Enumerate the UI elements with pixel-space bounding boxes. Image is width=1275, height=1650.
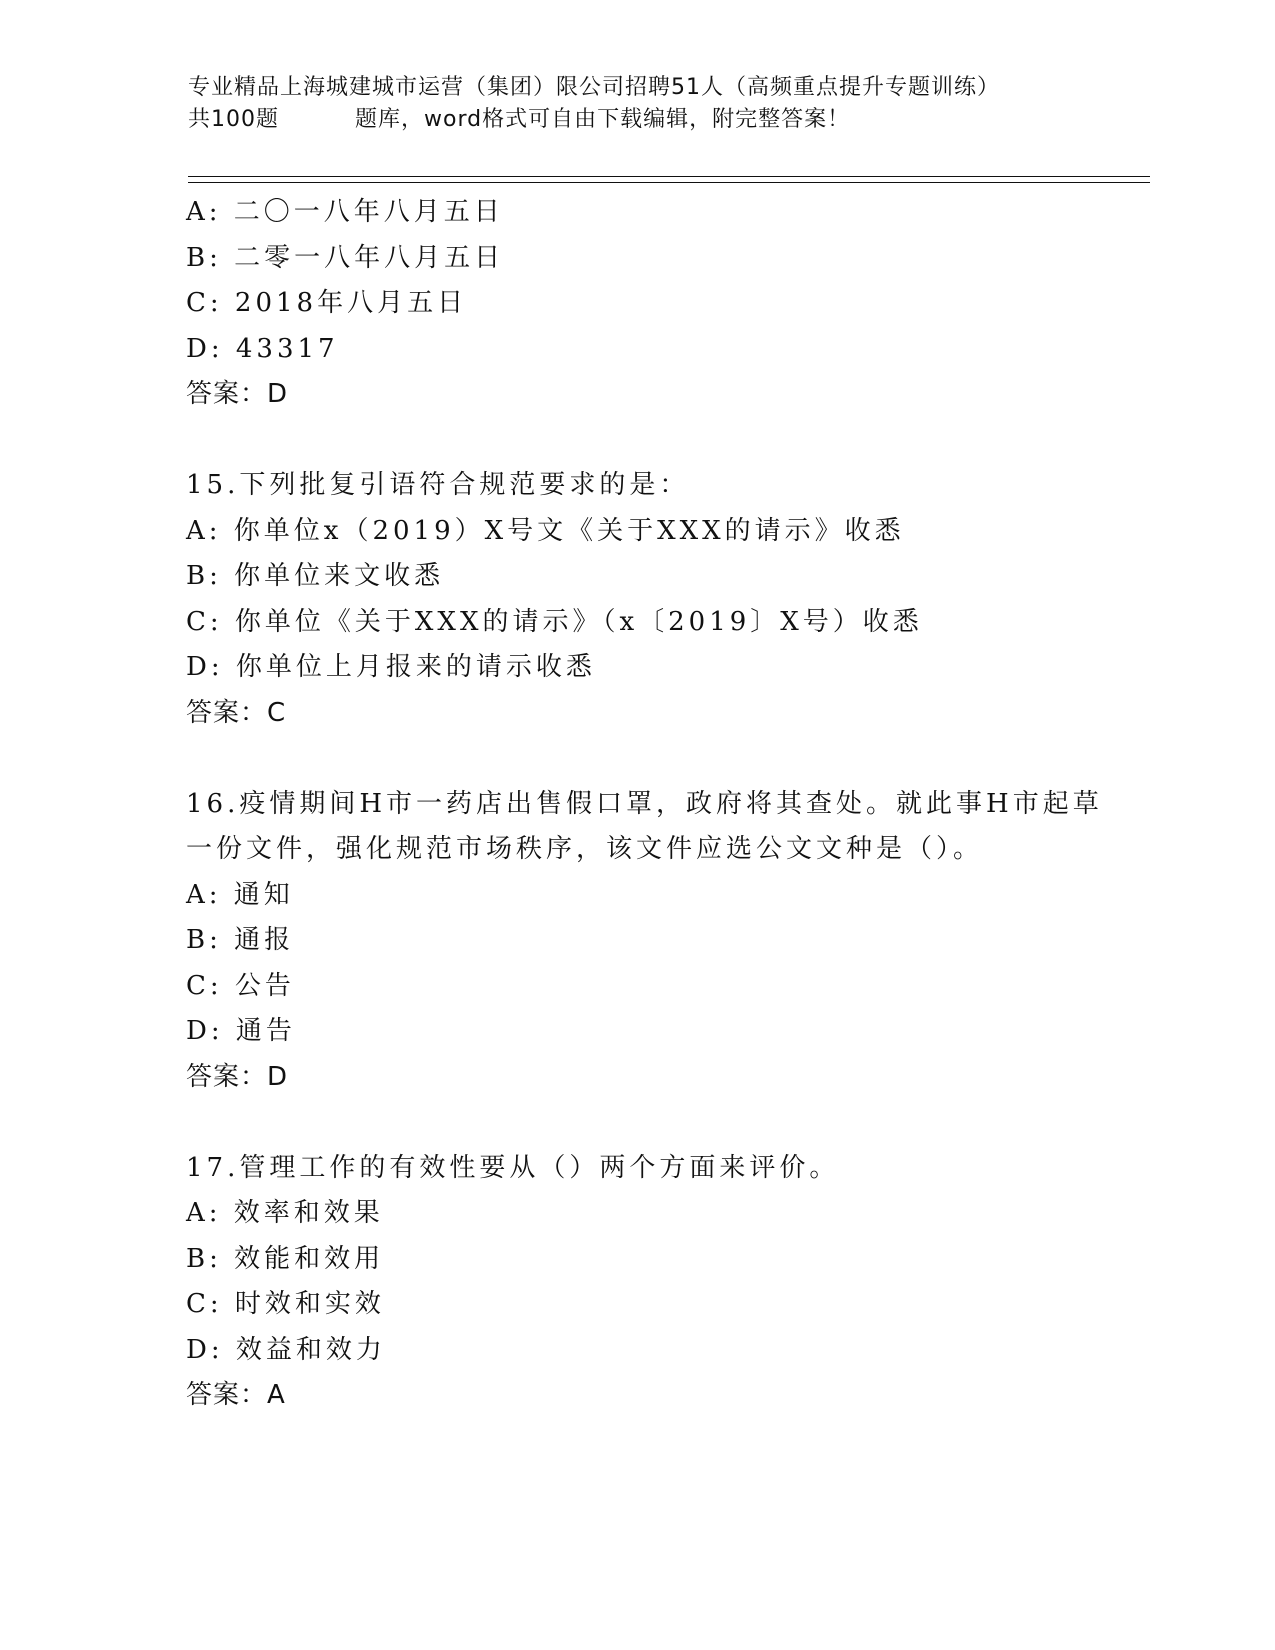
answer-line: 答案：D [186, 379, 289, 409]
question-block [186, 463, 1086, 736]
option-d: D: 你单位上月报来的请示收悉 [186, 652, 596, 682]
question-block [186, 1146, 1086, 1419]
option-a: A: 效率和效果 [186, 1198, 384, 1228]
option-d: D: 通告 [186, 1016, 296, 1046]
header-description: 题库，word格式可自由下载编辑，附完整答案！ [355, 107, 851, 132]
question-stem: 16.疫情期间H市一药店出售假口罩，政府将其查处。就此事H市起草 [186, 788, 1103, 819]
question-content [186, 190, 1103, 1419]
option-c: C: 公告 [186, 970, 295, 1001]
option-c: C: 时效和实效 [186, 1289, 385, 1319]
question-stem: 17.管理工作的有效性要从（）两个方面来评价。 [186, 1152, 840, 1183]
header-title-line: 专业精品上海城建城市运营（集团）限公司招聘51人（高频重点提升专题训练） [188, 75, 1000, 100]
question-block [186, 190, 1086, 418]
header-question-count: 共100题 [188, 107, 279, 132]
option-c: C: 2018年八月五日 [186, 288, 468, 318]
answer-line: 答案：C [186, 697, 287, 728]
option-b: B: 二零一八年八月五日 [186, 242, 505, 273]
document-header [188, 72, 1088, 136]
answer-line: 答案：D [186, 1061, 289, 1092]
header-divider-top [188, 176, 1150, 177]
question-block [186, 782, 1103, 1101]
header-divider-bottom [188, 182, 1150, 183]
option-b: B: 通报 [186, 925, 295, 955]
option-a: A: 你单位x（2019）X号文《关于XXX的请示》收悉 [186, 515, 905, 546]
option-b: B: 你单位来文收悉 [186, 561, 445, 591]
option-a: A: 通知 [186, 879, 294, 910]
option-a: A: 二〇一八年八月五日 [186, 197, 504, 227]
option-c: C: 你单位《关于XXX的请示》（x〔2019〕X号）收悉 [186, 606, 923, 637]
option-b: B: 效能和效用 [186, 1243, 385, 1274]
question-stem: 15.下列批复引语符合规范要求的是： [186, 470, 690, 500]
option-d: D: 效益和效力 [186, 1334, 386, 1365]
question-stem-continued: 一份文件，强化规范市场秩序，该文件应选公文文种是（）。 [186, 834, 984, 864]
option-d: D: 43317 [186, 333, 339, 364]
header-subtitle-line [188, 104, 1088, 136]
answer-line: 答案：A [186, 1380, 286, 1410]
